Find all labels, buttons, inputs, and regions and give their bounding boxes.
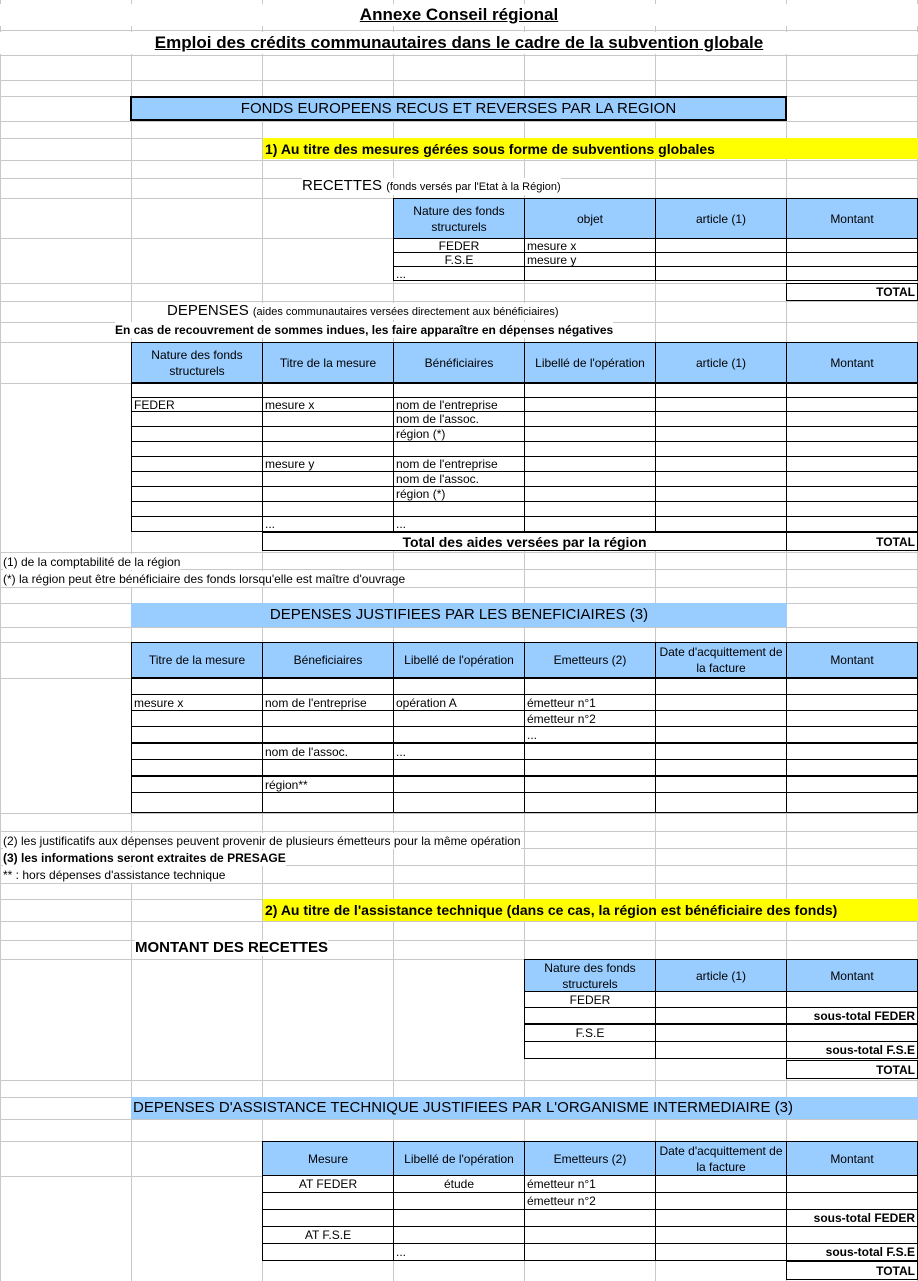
recettes-total: TOTAL	[786, 283, 918, 301]
depenses-cell[interactable]	[131, 516, 263, 532]
gridline	[0, 301, 918, 302]
gridline	[0, 883, 918, 884]
justif-cell[interactable]: ...	[524, 726, 656, 743]
depenses-cell[interactable]	[786, 383, 918, 398]
depenses-cell[interactable]: mesure y	[262, 456, 394, 472]
at-cell[interactable]	[655, 1175, 787, 1193]
justif-cell[interactable]	[655, 710, 787, 727]
at-cell[interactable]	[655, 1209, 787, 1227]
gridline	[0, 1119, 918, 1120]
gridline	[0, 160, 918, 161]
recettes-cell[interactable]: F.S.E	[393, 252, 525, 267]
justif-cell[interactable]	[131, 792, 263, 813]
justif-cell[interactable]	[786, 726, 918, 743]
gridline	[0, 921, 918, 922]
depenses-cell[interactable]: nom de l'assoc.	[393, 471, 525, 487]
depenses-cell[interactable]	[786, 397, 918, 412]
depenses-cell[interactable]	[131, 426, 263, 442]
at-cell[interactable]	[655, 1192, 787, 1210]
justif-cell[interactable]	[786, 776, 918, 793]
depenses-cell[interactable]	[524, 456, 656, 472]
gridline	[0, 552, 918, 553]
depenses-cell[interactable]	[131, 471, 263, 487]
at-col-header: Emetteurs (2)	[524, 1141, 656, 1176]
depenses-cell[interactable]: région (*)	[393, 486, 525, 502]
recettes-header-montant: Montant	[786, 198, 918, 239]
note-2: (2) les justificatifs aux dépenses peuvent provenir de plusieurs émetteurs pour la même opération	[3, 834, 521, 848]
justif-cell[interactable]	[786, 710, 918, 727]
justif-cell[interactable]	[524, 776, 656, 793]
at-cell[interactable]: ...	[393, 1243, 525, 1261]
depenses-cell[interactable]	[262, 383, 394, 398]
recettes-cell[interactable]	[786, 252, 918, 267]
justif-cell[interactable]	[131, 726, 263, 743]
justif-col-header: Libellé de l'opération	[393, 642, 525, 678]
recettes-label: RECETTES (fonds versés par l'Etat à la Région)	[302, 177, 561, 194]
at-cell[interactable]: émetteur n°2	[524, 1192, 656, 1210]
depenses-cell[interactable]	[524, 516, 656, 532]
at-cell[interactable]	[786, 1192, 918, 1210]
depenses-label: DEPENSES (aides communautaires versées directement aux bénéficiaires)	[167, 302, 559, 319]
recettes-cell[interactable]	[655, 252, 787, 267]
depenses-cell[interactable]: FEDER	[131, 397, 263, 412]
note-1: (1) de la comptabilité de la région	[3, 555, 181, 569]
depenses-cell[interactable]	[131, 411, 263, 427]
justif-cell[interactable]	[393, 759, 525, 776]
at-cell[interactable]	[524, 1209, 656, 1227]
note-star2: ** : hors dépenses d'assistance technique	[3, 868, 226, 882]
at-cell[interactable]	[262, 1243, 394, 1261]
depenses-cell[interactable]	[393, 383, 525, 398]
justif-cell[interactable]: région**	[262, 776, 394, 793]
justif-cell[interactable]	[524, 743, 656, 760]
depenses-cell[interactable]	[131, 486, 263, 502]
note-star: (*) la région peut être bénéficiaire des fonds lorsqu'elle est maître d'ouvrage	[3, 572, 406, 586]
justif-cell[interactable]	[786, 759, 918, 776]
depenses-header: article (1)	[655, 342, 787, 383]
at-cell[interactable]	[655, 1243, 787, 1261]
at-cell[interactable]: sous-total F.S.E	[786, 1243, 918, 1261]
justif-cell[interactable]	[655, 678, 787, 695]
depenses-cell[interactable]: mesure x	[262, 397, 394, 412]
at-col-header: Mesure	[262, 1141, 394, 1176]
recettes-cell[interactable]: mesure x	[524, 238, 656, 253]
depenses-cell[interactable]	[524, 383, 656, 398]
justif-cell[interactable]	[655, 776, 787, 793]
depenses-cell[interactable]: région (*)	[393, 426, 525, 442]
title-annexe: Annexe Conseil régional	[0, 4, 918, 26]
recettes-header-nature: Nature des fonds structurels	[393, 198, 525, 239]
montant-cell[interactable]: sous-total FEDER	[786, 1007, 918, 1024]
depenses-cell[interactable]	[655, 471, 787, 487]
montant-cell[interactable]: F.S.E	[524, 1024, 656, 1042]
justif-cell[interactable]	[786, 743, 918, 760]
justif-cell[interactable]	[393, 710, 525, 727]
recettes-cell[interactable]: ...	[393, 266, 525, 281]
justif-cell[interactable]	[393, 776, 525, 793]
at-cell[interactable]	[393, 1209, 525, 1227]
at-cell[interactable]	[524, 1243, 656, 1261]
at-cell[interactable]	[655, 1226, 787, 1244]
gridline	[0, 30, 918, 31]
montant-cell[interactable]	[655, 1007, 787, 1024]
recettes-cell[interactable]	[786, 238, 918, 253]
montant-cell[interactable]	[655, 1041, 787, 1059]
depenses-total-label: Total des aides versées par la région	[262, 532, 787, 551]
justif-cell[interactable]	[524, 678, 656, 695]
depenses-cell[interactable]	[786, 471, 918, 487]
depenses-cell[interactable]: ...	[393, 516, 525, 532]
depenses-header: Bénéficiaires	[393, 342, 525, 383]
justif-cell[interactable]	[655, 726, 787, 743]
justif-col-header: Emetteurs (2)	[524, 642, 656, 678]
justif-cell[interactable]: mesure x	[131, 694, 263, 711]
depenses-cell[interactable]	[524, 411, 656, 427]
at-cell[interactable]	[524, 1226, 656, 1244]
justif-cell[interactable]: émetteur n°2	[524, 710, 656, 727]
justif-cell[interactable]	[131, 759, 263, 776]
section2-title: 2) Au titre de l'assistance technique (dans ce cas, la région est bénéficiaire des fonds)	[263, 899, 918, 921]
at-cell[interactable]: AT FEDER	[262, 1175, 394, 1193]
depenses-cell[interactable]	[655, 441, 787, 457]
depenses-cell[interactable]	[655, 411, 787, 427]
depenses-cell[interactable]	[655, 486, 787, 502]
depenses-cell[interactable]	[786, 456, 918, 472]
justif-cell[interactable]: nom de l'entreprise	[262, 694, 394, 711]
fonds-header: FONDS EUROPEENS RECUS ET REVERSES PAR LA REGION	[130, 96, 787, 121]
depenses-cell[interactable]	[655, 456, 787, 472]
depenses-cell[interactable]	[262, 426, 394, 442]
depenses-cell[interactable]	[786, 441, 918, 457]
depenses-cell[interactable]	[524, 471, 656, 487]
gridline	[0, 627, 918, 628]
at-cell[interactable]	[393, 1192, 525, 1210]
gridline	[0, 55, 918, 56]
justif-cell[interactable]	[393, 792, 525, 813]
montant-cell[interactable]	[786, 991, 918, 1008]
justif-cell[interactable]	[655, 694, 787, 711]
montant-cell[interactable]: FEDER	[524, 991, 656, 1008]
justif-cell[interactable]: nom de l'assoc.	[262, 743, 394, 760]
depenses-cell[interactable]	[131, 441, 263, 457]
justif-cell[interactable]	[262, 759, 394, 776]
depenses-cell[interactable]	[786, 426, 918, 442]
recettes-cell[interactable]	[655, 266, 787, 281]
depenses-cell[interactable]	[262, 411, 394, 427]
depenses-cell[interactable]	[655, 501, 787, 517]
at-total: TOTAL	[786, 1261, 918, 1280]
depenses-cell[interactable]	[524, 426, 656, 442]
depenses-cell[interactable]	[131, 501, 263, 517]
justif-cell[interactable]	[262, 726, 394, 743]
gridline	[0, 283, 918, 284]
at-header: DEPENSES D'ASSISTANCE TECHNIQUE JUSTIFIEES PAR L'ORGANISME INTERMEDIAIRE (3)	[131, 1097, 918, 1119]
justif-cell[interactable]	[786, 678, 918, 695]
depenses-cell[interactable]	[524, 397, 656, 412]
depenses-cell[interactable]	[524, 486, 656, 502]
depenses-cell[interactable]: nom de l'assoc.	[393, 411, 525, 427]
justif-cell[interactable]	[131, 743, 263, 760]
recettes-cell[interactable]: mesure y	[524, 252, 656, 267]
montant-label: MONTANT DES RECETTES	[135, 939, 329, 956]
justif-cell[interactable]	[393, 726, 525, 743]
title-emploi: Emploi des crédits communautaires dans le cadre de la subvention globale	[0, 32, 918, 54]
at-cell[interactable]	[262, 1209, 394, 1227]
montant-cell[interactable]	[786, 1024, 918, 1042]
depenses-cell[interactable]	[131, 456, 263, 472]
justif-cell[interactable]	[131, 710, 263, 727]
at-cell[interactable]	[262, 1192, 394, 1210]
depenses-cell[interactable]	[262, 441, 394, 457]
depenses-warning: En cas de recouvrement de sommes indues, les faire apparaître en dépenses négatives	[115, 323, 614, 337]
recettes-cell[interactable]	[786, 266, 918, 281]
depenses-cell[interactable]	[262, 501, 394, 517]
justif-col-header: Date d'acquittement de la facture	[655, 642, 787, 678]
depenses-header: Libellé de l'opération	[524, 342, 656, 383]
justif-cell[interactable]	[393, 678, 525, 695]
montant-header: article (1)	[655, 959, 787, 992]
justif-cell[interactable]	[786, 792, 918, 813]
gridline	[0, 121, 918, 122]
gridline	[0, 80, 918, 81]
depenses-cell[interactable]	[786, 411, 918, 427]
montant-cell[interactable]	[655, 1024, 787, 1042]
section1-title: 1) Au titre des mesures gérées sous forme de subventions globales	[263, 138, 918, 159]
depenses-cell[interactable]: nom de l'entreprise	[393, 456, 525, 472]
depenses-cell[interactable]	[524, 501, 656, 517]
depenses-cell[interactable]	[262, 471, 394, 487]
justif-cell[interactable]: opération A	[393, 694, 525, 711]
justif-cell[interactable]	[131, 776, 263, 793]
justif-cell[interactable]	[655, 759, 787, 776]
at-cell[interactable]: sous-total FEDER	[786, 1209, 918, 1227]
montant-header: Nature des fonds structurels	[524, 959, 656, 992]
depenses-header: Nature des fonds structurels	[131, 342, 263, 383]
justif-header: DEPENSES JUSTIFIEES PAR LES BENEFICIAIRES (3)	[131, 603, 787, 627]
depenses-cell[interactable]: ...	[262, 516, 394, 532]
depenses-cell[interactable]	[655, 516, 787, 532]
justif-cell[interactable]	[262, 792, 394, 813]
at-cell[interactable]	[786, 1226, 918, 1244]
note-3: (3) les informations seront extraites de PRESAGE	[3, 851, 286, 865]
recettes-cell[interactable]: FEDER	[393, 238, 525, 253]
depenses-cell[interactable]	[786, 516, 918, 532]
depenses-cell[interactable]	[262, 486, 394, 502]
gridline	[0, 587, 918, 588]
recettes-cell[interactable]	[655, 238, 787, 253]
montant-cell[interactable]	[524, 1041, 656, 1059]
justif-cell[interactable]	[524, 759, 656, 776]
at-col-header: Montant	[786, 1141, 918, 1176]
at-cell[interactable]	[393, 1226, 525, 1244]
justif-cell[interactable]	[524, 792, 656, 813]
depenses-total: TOTAL	[786, 532, 918, 551]
depenses-cell[interactable]	[393, 441, 525, 457]
depenses-cell[interactable]	[786, 486, 918, 502]
depenses-cell[interactable]	[786, 501, 918, 517]
at-col-header: Date d'acquittement de la facture	[655, 1141, 787, 1176]
at-cell[interactable]: émetteur n°1	[524, 1175, 656, 1193]
recettes-header-article: article (1)	[655, 198, 787, 239]
depenses-cell[interactable]	[524, 441, 656, 457]
depenses-cell[interactable]	[655, 426, 787, 442]
justif-cell[interactable]	[655, 792, 787, 813]
depenses-cell[interactable]	[655, 397, 787, 412]
depenses-header: Montant	[786, 342, 918, 383]
justif-cell[interactable]	[262, 710, 394, 727]
depenses-cell[interactable]: nom de l'entreprise	[393, 397, 525, 412]
montant-header: Montant	[786, 959, 918, 992]
depenses-cell[interactable]	[131, 383, 263, 398]
depenses-header: Titre de la mesure	[262, 342, 394, 383]
justif-cell[interactable]	[655, 743, 787, 760]
montant-cell[interactable]	[655, 991, 787, 1008]
montant-cell[interactable]: sous-total F.S.E	[786, 1041, 918, 1059]
gridline	[0, 1080, 918, 1081]
justif-cell[interactable]	[786, 694, 918, 711]
montant-cell[interactable]	[524, 1007, 656, 1024]
at-cell[interactable]: étude	[393, 1175, 525, 1193]
gridline	[0, 831, 918, 832]
justif-cell[interactable]: ...	[393, 743, 525, 760]
justif-col-header: Montant	[786, 642, 918, 678]
justif-cell[interactable]: émetteur n°1	[524, 694, 656, 711]
at-cell[interactable]: AT F.S.E	[262, 1226, 394, 1244]
at-col-header: Libellé de l'opération	[393, 1141, 525, 1176]
montant-total: TOTAL	[786, 1060, 918, 1079]
at-cell[interactable]	[786, 1175, 918, 1193]
justif-col-header: Béneficiaires	[262, 642, 394, 678]
depenses-cell[interactable]	[393, 501, 525, 517]
recettes-header-objet: objet	[524, 198, 656, 239]
justif-cell[interactable]	[131, 678, 263, 695]
justif-cell[interactable]	[262, 678, 394, 695]
gridline	[0, 813, 918, 814]
depenses-cell[interactable]	[655, 383, 787, 398]
recettes-cell[interactable]	[524, 266, 656, 281]
justif-col-header: Titre de la mesure	[131, 642, 263, 678]
